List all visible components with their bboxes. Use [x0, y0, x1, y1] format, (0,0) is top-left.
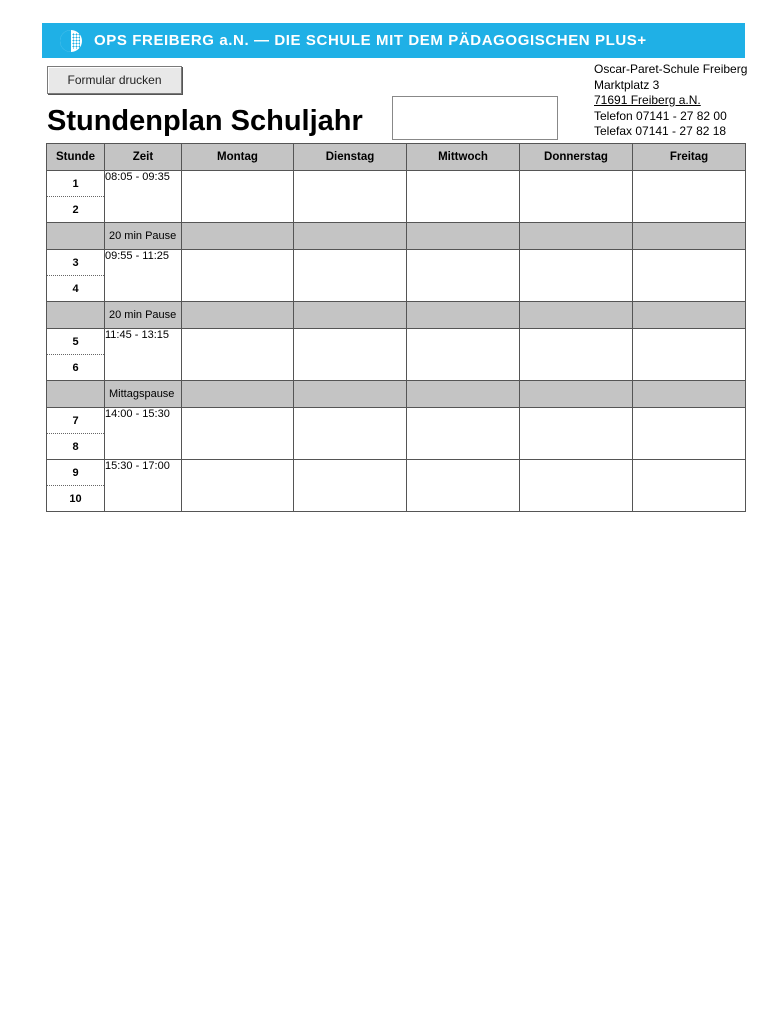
timetable-cell[interactable]: [182, 250, 294, 302]
period-time: 15:30 - 17:00: [105, 460, 182, 512]
timetable-cell[interactable]: [294, 171, 407, 223]
timetable-cell[interactable]: [520, 329, 633, 381]
period-number: 7: [47, 408, 105, 434]
period-number: 1: [47, 171, 105, 197]
period-number: 9: [47, 460, 105, 486]
page-title: Stundenplan Schuljahr: [47, 105, 363, 137]
timetable-cell[interactable]: [294, 460, 407, 512]
period-number: 8: [47, 434, 105, 460]
timetable-cell[interactable]: [182, 329, 294, 381]
timetable-cell[interactable]: [520, 460, 633, 512]
header-dienstag: Dienstag: [294, 144, 407, 171]
pause-row: [47, 381, 746, 408]
header-stunde: Stunde: [47, 144, 105, 171]
school-banner: [42, 23, 745, 58]
address-fax: Telefax 07141 - 27 82 18: [594, 124, 727, 138]
period-number: 4: [47, 276, 105, 302]
timetable-cell[interactable]: [633, 408, 746, 460]
pause-row: [47, 302, 746, 329]
timetable-cell[interactable]: [182, 460, 294, 512]
period-time: 09:55 - 11:25: [105, 250, 182, 302]
header-zeit: Zeit: [105, 144, 182, 171]
timetable-cell[interactable]: [520, 408, 633, 460]
timetable-cell[interactable]: [520, 171, 633, 223]
timetable-cell[interactable]: [407, 329, 520, 381]
period-number: 5: [47, 329, 105, 355]
period-time: 14:00 - 15:30: [105, 408, 182, 460]
timetable-cell[interactable]: [633, 329, 746, 381]
timetable-cell[interactable]: [182, 408, 294, 460]
timetable-cell[interactable]: [520, 250, 633, 302]
table-row: [47, 329, 746, 355]
header-montag: Montag: [182, 144, 294, 171]
header-freitag: Freitag: [633, 144, 746, 171]
address-street: Marktplatz 3: [594, 77, 660, 92]
timetable-cell[interactable]: [294, 329, 407, 381]
period-number: 10: [47, 486, 105, 512]
timetable: [46, 143, 746, 512]
timetable-cell[interactable]: [407, 250, 520, 302]
school-logo-icon: [60, 30, 82, 52]
pause-label: 20 min Pause: [105, 223, 182, 250]
address-phone: Telefon 07141 - 27 82 00: [594, 108, 727, 123]
table-row: [47, 171, 746, 197]
table-row: [47, 460, 746, 486]
period-number: 6: [47, 355, 105, 381]
pause-label: 20 min Pause: [105, 302, 182, 329]
period-number: 2: [47, 197, 105, 223]
timetable-cell[interactable]: [407, 408, 520, 460]
pause-row: [47, 223, 746, 250]
pause-label: Mittagspause: [105, 381, 182, 408]
address-city: 71691 Freiberg a.N.: [594, 93, 701, 107]
timetable-cell[interactable]: [407, 171, 520, 223]
timetable-cell[interactable]: [182, 171, 294, 223]
timetable-cell[interactable]: [294, 250, 407, 302]
period-time: 11:45 - 13:15: [105, 329, 182, 381]
period-time: 08:05 - 09:35: [105, 171, 182, 223]
timetable-cell[interactable]: [633, 250, 746, 302]
timetable-cell[interactable]: [633, 460, 746, 512]
timetable-cell[interactable]: [407, 460, 520, 512]
timetable-cell[interactable]: [633, 171, 746, 223]
banner-text: OPS FREIBERG a.N. — DIE SCHULE MIT DEM PÄDAGOGISCHEN PLUS+: [94, 32, 647, 49]
header-mittwoch: Mittwoch: [407, 144, 520, 171]
table-row: [47, 408, 746, 434]
address-school: Oscar-Paret-Schule Freiberg: [594, 62, 748, 76]
school-address: [594, 62, 747, 140]
school-year-field[interactable]: [392, 96, 558, 140]
timetable-header-row: [47, 144, 746, 171]
period-number: 3: [47, 250, 105, 276]
timetable-cell[interactable]: [294, 408, 407, 460]
table-row: [47, 250, 746, 276]
print-form-button[interactable]: Formular drucken: [47, 66, 182, 94]
header-donnerstag: Donnerstag: [520, 144, 633, 171]
